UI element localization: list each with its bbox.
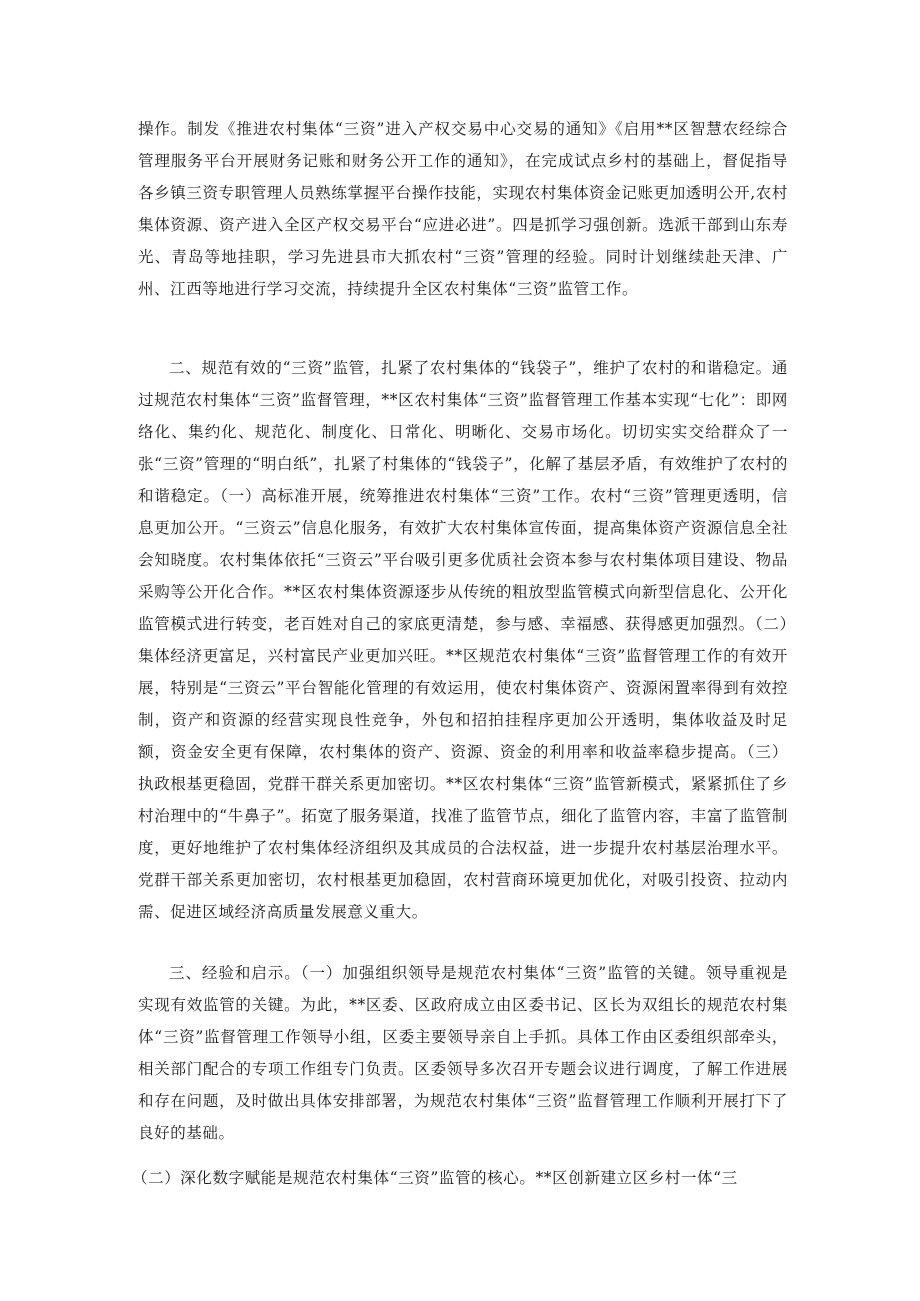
paragraph-text: 二、规范有效的“三资”监管，扎紧了农村集体的“钱袋子”，维护了农村的和谐稳定。通过规范农村集体“三资”监督管理，**区农村集体“三资”监督管理工作基本实现“七化”：即网络化、集约化、规范化、制度化、日常化、明晰化、交易市场化。切切实实交给群众了一张“三资”管理的“明白纸”，扎紧了村集体的“钱袋子”，化解了基层矛盾，有效维护了农村的和谐稳定。（一）高标准开展，统筹推进农村集体“三资”工作。农村“三资”管理更透明，信息更加公开。“三资云”信息化服务，有效扩大农村集体宣传面，提高集体资产资源信息全社会知晓度。农村集体依托“三资云”平台吸引更多优质社会资本参与农村集体项目建设、物品采购等公开化合作。**区农村集体资源逐步从传统的粗放型监管模式向新型信息化、公开化监管模式进行转变，老百姓对自己的家底更清楚，参与感、幸福感、获得感更加强烈。（二）集体经济更富足，兴村富民产业更加兴旺。**区规范农村集体“三资”监督管理工作的有效开展，特别是“三资云”平台智能化管理的有效运用，使农村集体资产、资源闲置率得到有效控制，资产和资源的经营实现良性竞争，外包和招拍挂程序更加公开透明，集体收益及时足额，资金安全更有保障，农村集体的资产、资源、资金的利用率和收益率稳步提高。（三）执政根基更稳固，党群干群关系更加密切。**区农村集体“三资”监管新模式，紧紧抓住了乡村治理中的“牛鼻子”。拓宽了服务渠道，找准了监管节点，细化了监管内容，丰富了监管制度，更好地维护了农村集体经济组织及其成员的合法权益，进一步提升农村基层治理水平。党群干部关系更加密切，农村根基更加稳固，农村营商环境更加优化，对吸引投资、拉动内需、促进区域经济高质量发展意义重大。 — [138, 359, 788, 921]
paragraph-text: 操作。制发《推进农村集体“三资”进入产权交易中心交易的通知》《启用**区智慧农经综合管理服务平台开展财务记账和财务公开工作的通知》，在完成试点乡村的基础上，督促指导各乡镇三资专职管理人员熟练掌握平台操作技能，实现农村集体资金记账更加透明公开,农村集体资源、资产进入全区产权交易平台“应进必进”。四是抓学习强创新。选派干部到山东寿光、青岛等地挂职，学习先进县市大抓农村“三资”管理的经验。同时计划继续赴天津、广州、江西等地进行学习交流，持续提升全区农村集体“三资”监管工作。 — [138, 120, 788, 298]
paragraph-section-two — [138, 352, 788, 928]
paragraph-text: 三、经验和启示。（一）加强组织领导是规范农村集体“三资”监管的关键。领导重视是实现有效监管的关键。为此，**区委、区政府成立由区委书记、区长为双组长的规范农村集体“三资”监督管理工作领导小组，区委主要领导亲自上手抓。具体工作由区委组织部牵头，相关部门配合的专项工作组专门负责。区委领导多次召开专题会议进行调度，了解工作进展和存在问题，及时做出具体安排部署，为规范农村集体“三资”监督管理工作顺利开展打下了良好的基础。 — [138, 964, 788, 1142]
paragraph-text: （二）深化数字赋能是规范农村集体“三资”监管的核心。**区创新建立区乡村一体“三 — [132, 1169, 738, 1187]
paragraph-subsection-two — [132, 1162, 788, 1194]
paragraph-continuation — [138, 113, 788, 305]
paragraph-section-three — [138, 957, 788, 1149]
